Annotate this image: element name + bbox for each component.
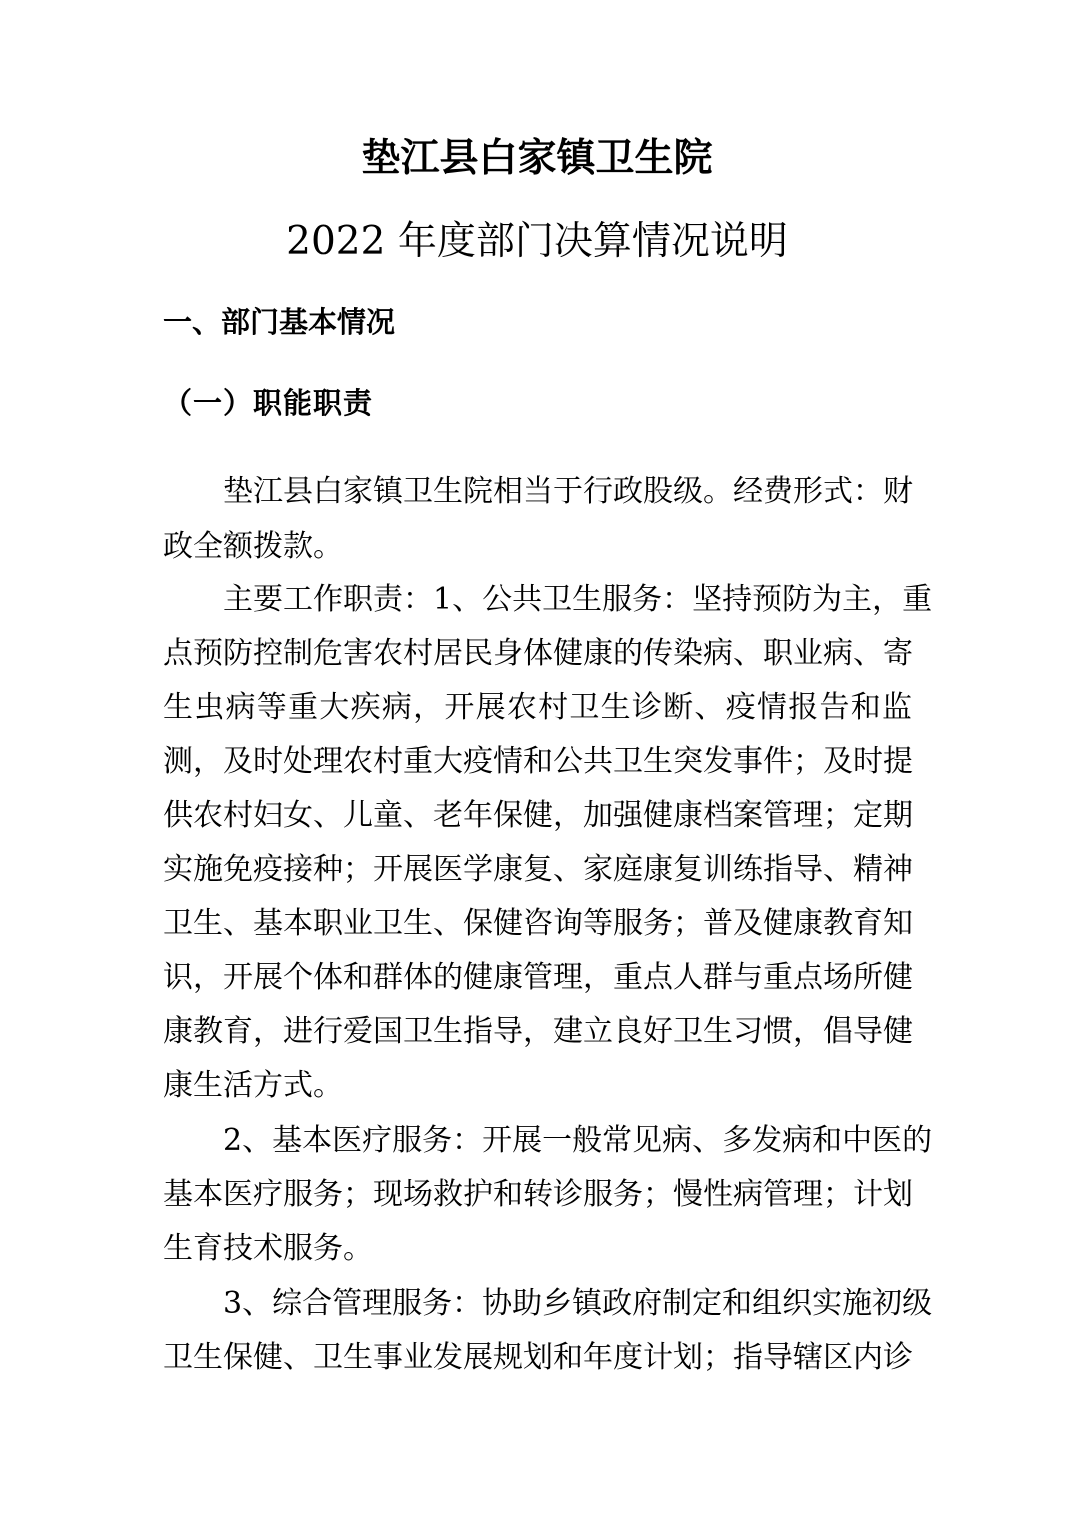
subsection-heading: （一）职能职责 xyxy=(163,386,374,420)
paragraph-line: 康生活方式。 xyxy=(163,1068,343,1103)
paragraph-line: 识，开展个体和群体的健康管理，重点人群与重点场所健 xyxy=(163,960,913,995)
paragraph-line: 卫生保健、卫生事业发展规划和年度计划；指导辖区内诊 xyxy=(163,1340,913,1375)
paragraph-line: 实施免疫接种；开展医学康复、家庭康复训练指导、精神 xyxy=(163,852,913,887)
paragraph-line: 垫江县白家镇卫生院相当于行政股级。经费形式：财 xyxy=(223,474,913,509)
document-subtitle: 2022 年度部门决算情况说明 xyxy=(286,219,788,264)
section-heading: 一、部门基本情况 xyxy=(163,305,396,339)
paragraph-line: 生育技术服务。 xyxy=(163,1231,373,1266)
paragraph-line: 生虫病等重大疾病，开展农村卫生诊断、疫情报告和监 xyxy=(163,690,912,725)
paragraph-line: 政全额拨款。 xyxy=(163,529,343,564)
paragraph-line: 卫生、基本职业卫生、保健咨询等服务；普及健康教育知 xyxy=(163,906,913,941)
paragraph-line: 基本医疗服务；现场救护和转诊服务；慢性病管理；计划 xyxy=(163,1177,913,1212)
paragraph-line: 3、综合管理服务：协助乡镇政府制定和组织实施初级 xyxy=(223,1286,933,1321)
document-title: 垫江县白家镇卫生院 xyxy=(361,135,713,181)
paragraph-line: 供农村妇女、儿童、老年保健，加强健康档案管理；定期 xyxy=(163,798,913,833)
paragraph-line: 康教育，进行爱国卫生指导，建立良好卫生习惯，倡导健 xyxy=(163,1014,913,1049)
paragraph-line: 测，及时处理农村重大疫情和公共卫生突发事件；及时提 xyxy=(163,744,913,779)
paragraph-line: 2、基本医疗服务：开展一般常见病、多发病和中医的 xyxy=(223,1123,933,1158)
paragraph-line: 主要工作职责：1、公共卫生服务：坚持预防为主，重 xyxy=(223,582,933,617)
paragraph-line: 点预防控制危害农村居民身体健康的传染病、职业病、寄 xyxy=(163,636,913,671)
